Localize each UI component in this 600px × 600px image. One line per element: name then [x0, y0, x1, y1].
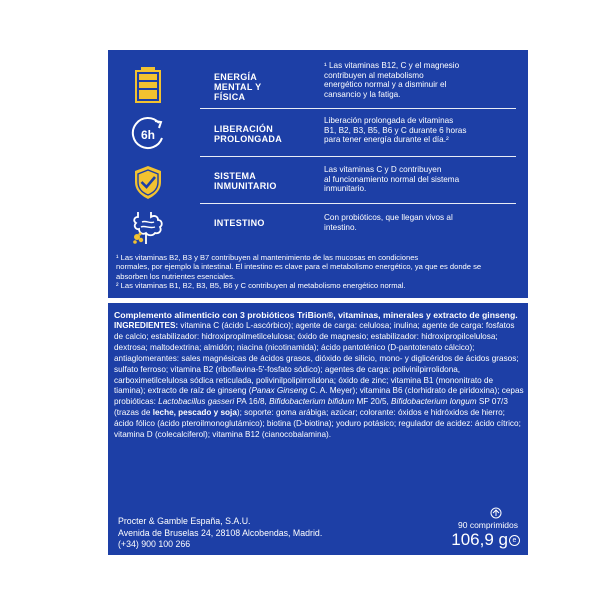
benefits-panel — [108, 50, 528, 298]
feature-desc-intestine: Con probióticos, que llegan vivos al intestino. — [324, 213, 453, 232]
feature-desc-release: Liberación prolongada de vitaminas B1, B2, B3, B5, B6 y C durante 6 horas para tener energía durante el día.² — [324, 116, 467, 145]
feature-row-energy — [108, 56, 528, 110]
clock-label: 6h — [140, 128, 156, 142]
net-weight: 106,9 g — [451, 530, 508, 549]
feature-title-energy: ENERGÍA MENTAL Y FÍSICA — [214, 72, 262, 102]
feature-row-release — [108, 108, 528, 160]
product-description: Complemento alimenticio con 3 probióticos TriBion®, vitaminas, minerales y extracto de ginseng. — [114, 310, 518, 320]
feature-row-immune — [108, 156, 528, 206]
intestine-icon — [128, 207, 168, 247]
ingredients-text: INGREDIENTES: vitamina C (ácido L-ascórbico); agente de carga: celulosa; inulina; agente de carga: fosfatos de calcio; estabilizador: hidroxipropilmetilcelulosa; óxido de magnesio; estabilizador: hidroxipropilcelulosa; dextrosa; maltodextrina; almidón; niacina (nicotinamida); ácido pantoténico (D-pantotenato cálcico); antiaglomerantes: sales magnésicas de ácidos grasos, dióxido de silicio, mono- y diglicéridos de ácidos grasos; sulfato ferroso; vitamina B2 (riboflavina-5'-fosfato sódico); agentes de carga: polivinilpirrolidona, carboximetilcelulosa sódica reticulada, polivinilpolipirrolidona; óxido de zinc; vitamina B1 (mononitrato de tiamina); extracto de raíz de ginseng (Panax Ginseng C. A. Meyer); vitamina B6 (clorhidrato de piridoxina); cepas probióticas: Lactobacillus gasseri PA 16/8, Bifidobacterium bifidum MF 20/5, Bifidobacterium longum SP 07/3 (trazas de leche, pescado y soja); soporte: goma arábiga; azúcar; colorante: óxidos e hidróxidos de hierro; ácido fólico (ácido pteroilmonoglutámico); biotina (D-biotina); yoduro potásico; regulador de acidez: ácido cítrico; vitamina D (colecalciferol); vitamina B12 (cianocobalamina). — [114, 321, 524, 440]
tablet-count: 90 comprimidos — [458, 520, 518, 530]
feature-title-release: LIBERACIÓN PROLONGADA — [214, 124, 282, 144]
shield-check-icon — [128, 162, 168, 202]
clock-6h-icon — [128, 114, 168, 154]
manufacturer-info: Procter & Gamble España, S.A.U. Avenida de Bruselas 24, 28108 Alcobendas, Madrid. (+34) 900 100 266 — [118, 516, 323, 549]
feature-title-intestine: INTESTINO — [214, 218, 265, 228]
footnotes: ¹ Las vitaminas B2, B3 y B7 contribuyen al mantenimiento de las mucosas en condiciones normales, por ejemplo la intestinal. El intestino es clave para el metabolismo energético, ya que es donde se absorben los nutrientes esenciales. ² Las vitaminas B1, B2, B3, B5, B6 y C contribuyen al metabolismo energético normal. — [116, 253, 482, 291]
feature-desc-energy: ¹ Las vitaminas B12, C y el magnesio contribuyen al metabolismo energético normal y a disminuir el cansancio y la fatiga. — [324, 61, 460, 99]
battery-icon — [128, 64, 168, 104]
feature-desc-immune: Las vitaminas C y D contribuyen al funcionamiento normal del sistema inmunitario. — [324, 165, 460, 194]
feature-title-immune: SISTEMA INMUNITARIO — [214, 171, 277, 191]
estimated-sign-icon: e — [509, 535, 520, 546]
feature-row-intestine — [108, 203, 528, 249]
ingredients-panel — [108, 303, 528, 555]
